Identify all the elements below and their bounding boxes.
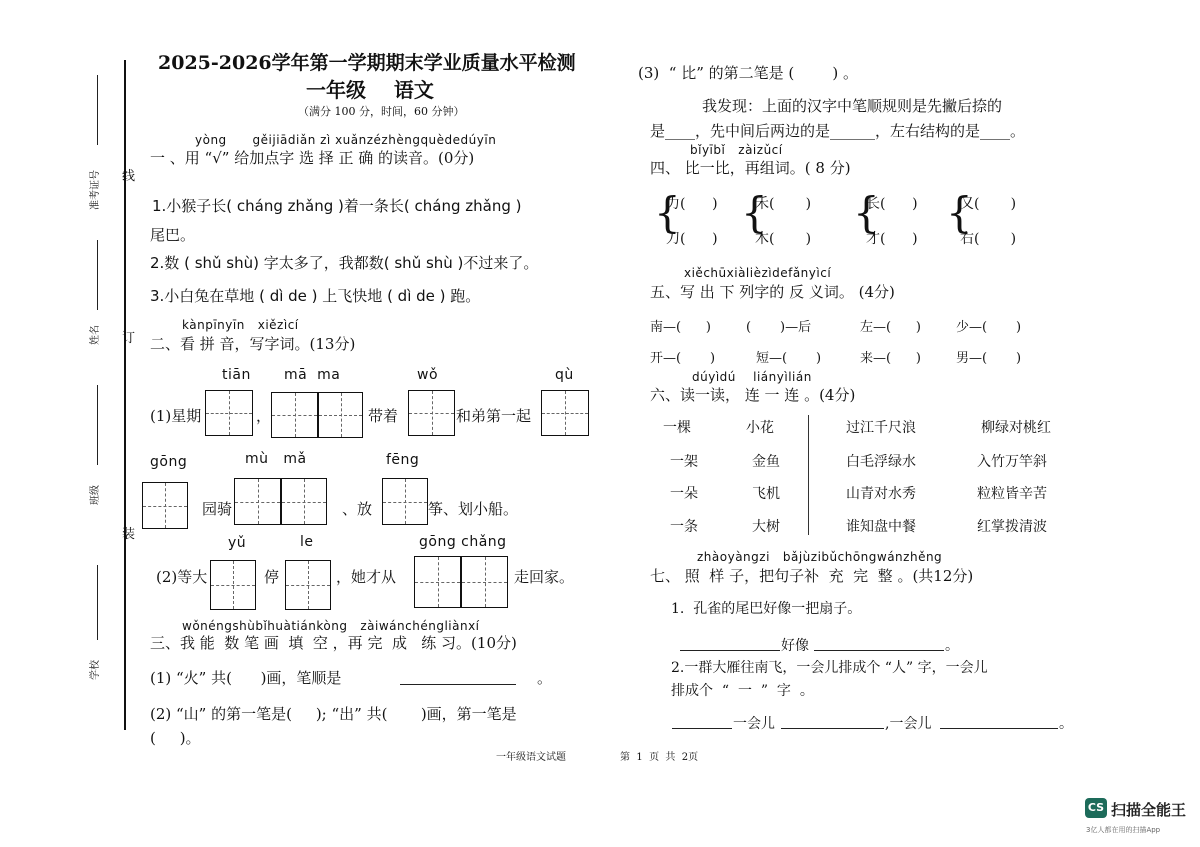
char-box[interactable] xyxy=(408,390,455,436)
section4-title: 四、 比一比，再组词。( 8 分) xyxy=(650,159,851,177)
class-field[interactable] xyxy=(97,385,98,465)
char-box[interactable] xyxy=(382,478,428,525)
section7-title: 七、 照 样 子，把句子补 充 完 整 。(共12分) xyxy=(650,567,974,585)
char-box[interactable] xyxy=(318,392,363,438)
s3-discover-line1: 我发现：上面的汉字中笔顺规则是先撇后捺的 xyxy=(702,97,1003,115)
char-box[interactable] xyxy=(541,390,589,436)
char-box[interactable] xyxy=(414,556,461,608)
compare-word: 才( ) xyxy=(866,231,918,247)
match-item[interactable]: 一条 xyxy=(670,519,698,535)
binding-mark: 线 xyxy=(122,169,136,184)
s2-line1-text: 和弟第一起 xyxy=(456,407,532,425)
char-box[interactable] xyxy=(234,478,281,525)
footer-title: 一年级语文试题 xyxy=(496,752,566,763)
section6-pinyin: dúyìdú liányìlián xyxy=(692,370,812,384)
section4-pinyin: bǐyībǐ zàizǔcí xyxy=(690,143,783,157)
s7-question-2-cont: 排成个 “ 一 ” 字 。 xyxy=(671,683,814,699)
s7-fill-end: 。 xyxy=(1059,716,1073,732)
section7-pinyin: zhàoyàngzi bǎjùzibǔchōngwánzhěng xyxy=(697,550,943,564)
pinyin-feng: fēng xyxy=(386,452,420,468)
s7-blank-1[interactable] xyxy=(680,650,780,651)
name-field[interactable] xyxy=(97,240,98,310)
match-item[interactable]: 谁知盘中餐 xyxy=(846,519,916,535)
s7-question-2: 2.一群大雁往南飞，一会儿排成个 “人” 字，一会儿 xyxy=(671,660,988,676)
pinyin-gong: gōng xyxy=(150,454,188,470)
pinyin-gongchang: gōng chǎng xyxy=(419,534,507,550)
char-box[interactable] xyxy=(285,560,331,610)
match-item[interactable]: 一朵 xyxy=(670,486,698,502)
s7-fill-text: ,一会儿 xyxy=(885,716,932,732)
antonym-item: 男—( ) xyxy=(956,351,1022,366)
s3-question-1-end: 。 xyxy=(537,669,553,687)
pinyin-le: le xyxy=(300,534,314,550)
s1-question-2: 2.数 ( shǔ shù) 字太多了，我都数( shǔ shù )不过来了。 xyxy=(150,254,539,272)
brace: { xyxy=(654,188,681,237)
section6-title: 六、读一读， 连 一 连 。(4分) xyxy=(650,386,856,404)
brace: { xyxy=(741,188,768,237)
section3-title: 三、我 能 数 笔 画 填 空 ，再 完 成 练 习。(10分) xyxy=(150,634,517,652)
exam-note: （满分 100 分，时间，60 分钟） xyxy=(298,105,465,118)
match-item[interactable]: 入竹万竿斜 xyxy=(977,454,1047,470)
binding-line xyxy=(124,60,126,730)
s2-line1-text: 带着 xyxy=(368,407,399,425)
s2-line1-text: ， xyxy=(256,407,272,425)
s7-fill-text: 好像 xyxy=(781,638,809,654)
match-item[interactable]: 山青对水秀 xyxy=(846,486,916,502)
match-item[interactable]: 金鱼 xyxy=(752,454,780,470)
page-number: 第 1 页 共 2页 xyxy=(620,752,699,763)
s7-fill-text: 一会儿 xyxy=(733,716,775,732)
s2-line2-text: 筝、划小船。 xyxy=(428,500,519,518)
s3-question-2: (2) “山” 的第一笔是( ); “出” 共( )画，第一笔是 xyxy=(150,705,517,723)
match-item[interactable]: 过江千尺浪 xyxy=(846,420,916,436)
exam-number-field[interactable] xyxy=(97,75,98,145)
exam-number-label: 准考证号 xyxy=(90,170,101,210)
section3-pinyin: wǒnéngshùbǐhuàtiánkòng zàiwánchéngliànxí xyxy=(182,619,480,633)
antonym-item: 来—( ) xyxy=(860,351,921,366)
s7-question-1: 1. 孔雀的尾巴好像一把扇子。 xyxy=(671,601,862,617)
s1-question-1-cont: 尾巴。 xyxy=(150,226,196,244)
scanner-tagline: 3亿人都在用的扫描App xyxy=(1086,826,1161,834)
binding-mark: 订 xyxy=(122,331,136,346)
pinyin-tian: tiān xyxy=(222,367,251,383)
match-item[interactable]: 小花 xyxy=(746,420,774,436)
s2-line3-text: 停 xyxy=(264,568,280,586)
exam-title: 2025-2026学年第一学期期末学业质量水平检测 xyxy=(158,52,576,74)
s2-line2-text: 园骑 xyxy=(202,500,233,518)
match-divider xyxy=(808,415,809,535)
antonym-item: 开—( ) xyxy=(650,351,716,366)
section2-title: 二、看 拼 音，写字词。(13分) xyxy=(150,335,356,353)
pinyin-qu: qù xyxy=(555,367,574,383)
stroke-order-answer-line[interactable] xyxy=(400,684,516,685)
s1-question-3: 3.小白兔在草地 ( dì de ) 上飞快地 ( dì de ) 跑。 xyxy=(150,287,481,305)
compare-word: 木( ) xyxy=(755,231,812,247)
s3-discover-line2: 是____，先中间后两边的是______，左右结构的是____。 xyxy=(650,122,1026,140)
s7-blank-4[interactable] xyxy=(781,728,884,729)
brace: { xyxy=(946,188,973,237)
char-box[interactable] xyxy=(461,556,508,608)
antonym-item: 少—( ) xyxy=(956,320,1022,335)
brace: { xyxy=(853,188,880,237)
s3-question-1: (1) “火” 共( )画，笔顺是 xyxy=(150,669,342,687)
exam-subtitle: 一年级 语文 xyxy=(306,78,434,102)
char-box[interactable] xyxy=(142,482,188,529)
compare-word: 力( ) xyxy=(666,196,718,212)
match-item[interactable]: 红掌拨清波 xyxy=(977,519,1047,535)
s7-blank-5[interactable] xyxy=(940,728,1058,729)
s7-blank-3[interactable] xyxy=(672,728,732,729)
s7-blank-2[interactable] xyxy=(814,650,944,651)
match-item[interactable]: 柳绿对桃红 xyxy=(981,420,1051,436)
char-box[interactable] xyxy=(281,478,327,525)
s3-question-2-cont: ( )。 xyxy=(150,729,201,747)
char-box[interactable] xyxy=(205,390,253,436)
match-item[interactable]: 一架 xyxy=(670,454,698,470)
s1-question-1: 1.小猴子长( cháng zhǎng )着一条长( cháng zhǎng ) xyxy=(152,197,522,215)
antonym-item: 南—( ) xyxy=(650,320,711,335)
pinyin-wo: wǒ xyxy=(417,367,439,383)
s2-line3-text: ，她才从 xyxy=(336,568,397,586)
pinyin-muma: mù mǎ xyxy=(245,451,307,467)
antonym-item: 左—( ) xyxy=(860,320,921,335)
s2-line3-text: (2)等大 xyxy=(156,568,208,586)
compare-word: 刀( ) xyxy=(666,231,718,247)
section1-pinyin: yòng gěijiādiǎn zì xuǎnzézhèngquèdedúyīn xyxy=(195,133,497,147)
school-field[interactable] xyxy=(97,565,98,640)
s7-fill-end: 。 xyxy=(945,638,959,654)
match-item[interactable]: 一棵 xyxy=(663,420,691,436)
compare-word: 长( ) xyxy=(866,196,918,212)
antonym-item: ( )—后 xyxy=(746,320,812,335)
name-label: 姓名 xyxy=(90,325,101,345)
s2-line3-text: 走回家。 xyxy=(514,568,575,586)
pinyin-mama: mā ma xyxy=(284,367,341,383)
s2-line1-text: (1)星期 xyxy=(150,407,202,425)
antonym-item: 短—( ) xyxy=(756,351,822,366)
scanner-logo-icon: CS xyxy=(1085,798,1107,818)
scanner-app-name: 扫描全能王 xyxy=(1111,801,1187,819)
compare-word: 又( ) xyxy=(960,196,1017,212)
match-item[interactable]: 粒粒皆辛苦 xyxy=(977,486,1047,502)
match-item[interactable]: 白毛浮绿水 xyxy=(846,454,916,470)
class-label: 班级 xyxy=(90,485,101,505)
section2-pinyin: kànpīnyīn xiězìcí xyxy=(182,318,299,332)
match-item[interactable]: 飞机 xyxy=(752,486,780,502)
char-box[interactable] xyxy=(271,392,318,438)
pinyin-yu: yǔ xyxy=(228,535,247,551)
section5-pinyin: xiěchūxiàlièzìdefǎnyìcí xyxy=(684,266,832,280)
school-label: 学校 xyxy=(90,660,101,680)
s3-question-3: (3) “ 比” 的第二笔是 ( ) 。 xyxy=(638,64,859,82)
section1-title: 一 、用 “√” 给加点字 选 择 正 确 的读音。(0分) xyxy=(150,149,475,167)
compare-word: 禾( ) xyxy=(755,196,812,212)
s2-line2-text: 、放 xyxy=(342,500,373,518)
binding-mark: 装 xyxy=(122,527,136,542)
match-item[interactable]: 大树 xyxy=(752,519,780,535)
compare-word: 右( ) xyxy=(960,231,1017,247)
section5-title: 五、写 出 下 列字的 反 义词。 (4分) xyxy=(650,283,895,301)
char-box[interactable] xyxy=(210,560,256,610)
